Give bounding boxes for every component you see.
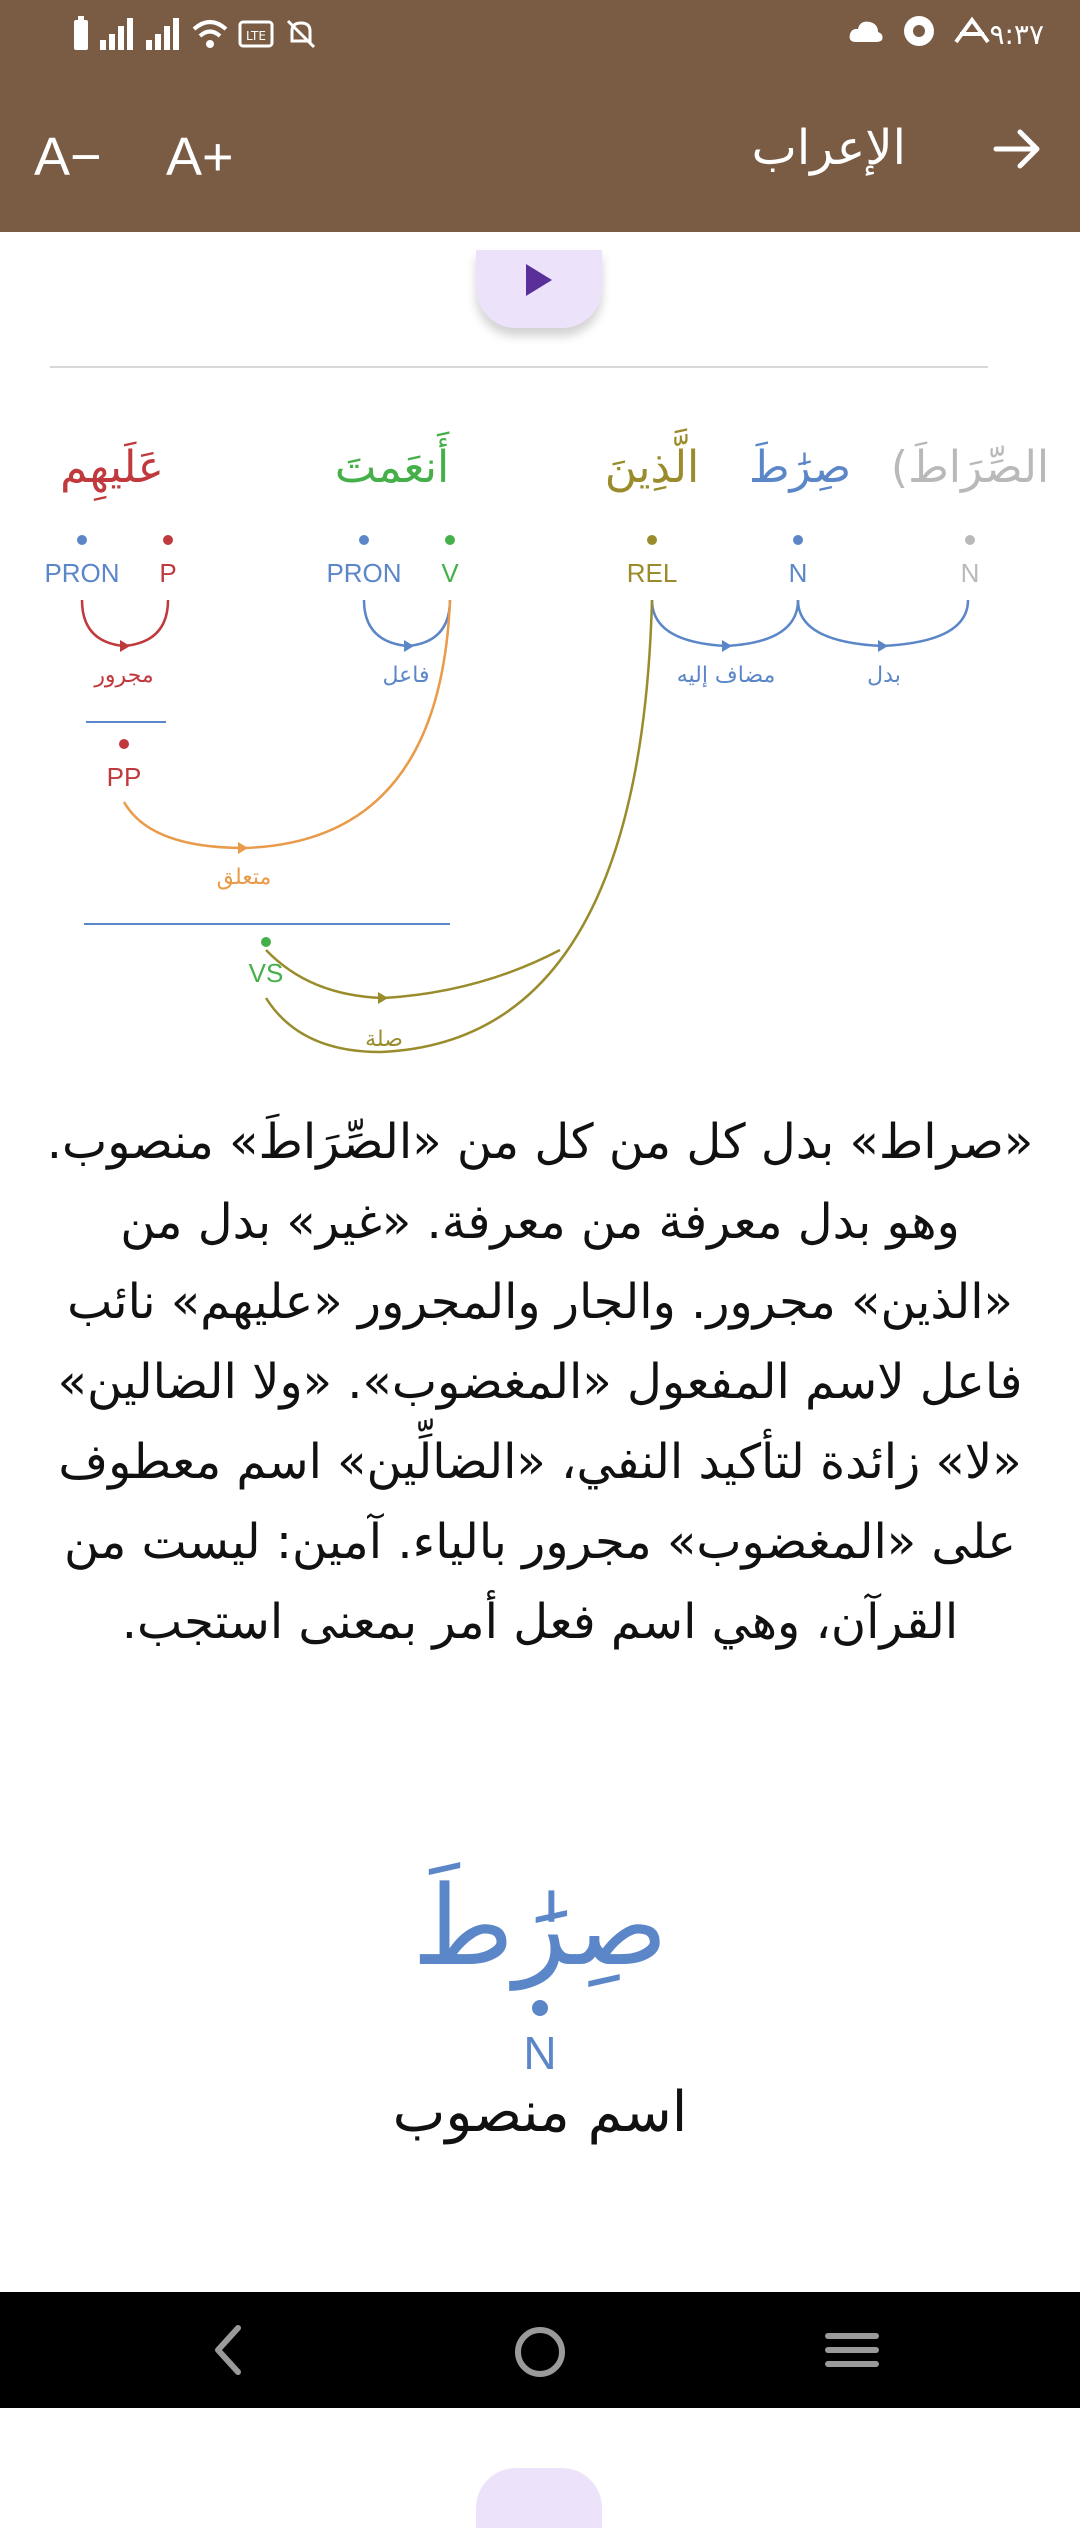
back-arrow-button[interactable] <box>990 122 1044 180</box>
svg-text:LTE: LTE <box>246 29 266 43</box>
label-mudaf: مضاف إليه <box>676 663 776 688</box>
signal-icon-2 <box>146 18 182 50</box>
network-icon <box>954 16 990 46</box>
tag-alayhim-p: P <box>159 558 177 588</box>
tag-sirat: N <box>788 558 808 588</box>
menu-icon <box>824 2322 880 2378</box>
tag-anamta-v: V <box>441 558 459 588</box>
navigation-bar <box>0 2292 1080 2408</box>
arrow-right-icon <box>990 122 1044 176</box>
cloud-icon <box>848 18 884 44</box>
dot-sirat <box>793 535 803 545</box>
arc-mudaf <box>652 600 798 646</box>
arc-badal <box>798 600 968 646</box>
arc-fail <box>364 600 450 646</box>
status-bar <box>0 0 1080 74</box>
vs-tag: VS <box>248 958 284 988</box>
word-detail-description: اسم منصوب <box>392 2080 688 2145</box>
divider <box>50 366 988 368</box>
location-icon <box>902 14 936 48</box>
irab-paragraph: «صراط» بدل كل من كل من «الصِّرَاطَ» منصوب. وهو بدل معرفة من معرفة. «غير» بدل من «الذين» مجرور. والجار والمجرور «عليهم» نائب فاعل لاسم المفعول «المغضوب». «ولا الضالين» «لا» زائدة لتأكيد النفي، «الضالِّين» اسم معطوف على «المغضوب» مجرور بالياء. آمين: ليست من القرآن، وهي اسم فعل أمر بمعنى استجب. <box>46 1114 1034 1650</box>
arc-mutaalliq <box>124 600 450 848</box>
status-icons-left <box>72 16 318 52</box>
play-button[interactable] <box>476 250 602 328</box>
app-bar <box>0 74 1080 232</box>
status-time: ٩:٣٧ <box>989 18 1044 51</box>
volte-icon <box>238 18 274 50</box>
play-icon <box>476 250 602 328</box>
battery-icon <box>72 16 90 52</box>
next-play-button[interactable] <box>476 2468 602 2528</box>
label-badal: بدل <box>867 663 901 688</box>
tag-alayhim-pron: PRON <box>44 558 120 588</box>
dot-alladhina <box>647 535 657 545</box>
mute-icon <box>284 17 318 51</box>
word-alladhina: الَّذِينَ <box>604 442 700 493</box>
word-alayhim: عَلَيهِم <box>60 442 164 493</box>
tag-anamta-pron: PRON <box>326 558 402 588</box>
word-detail-arabic: صِرَٰطَ <box>412 1862 668 1990</box>
syntax-diagram-bottom <box>0 962 1080 1072</box>
word-detail-dot <box>532 2000 548 2016</box>
word-detail <box>0 1862 1080 2145</box>
syntax-diagram <box>0 402 1080 988</box>
arrow-mutaalliq <box>238 842 248 854</box>
content-area <box>0 232 1080 2292</box>
status-icons-right <box>848 14 990 48</box>
dot-alsirat <box>965 535 975 545</box>
nav-home-button[interactable] <box>510 2322 570 2386</box>
arrow-badal <box>878 640 888 652</box>
wifi-icon <box>192 19 228 49</box>
arrow-fail <box>404 640 414 652</box>
dot-anamta-pron <box>359 535 369 545</box>
word-anamta: أَنعَمتَ <box>334 442 450 493</box>
pp-tag: PP <box>106 762 142 792</box>
signal-icon <box>100 18 136 50</box>
vs-dot <box>261 937 271 947</box>
label-mutaalliq: متعلق <box>216 865 272 890</box>
font-increase-button[interactable]: A+ <box>166 127 234 187</box>
chevron-left-icon <box>204 2322 254 2378</box>
label-majrur: مجرور <box>94 663 154 688</box>
arrow-mudaf <box>722 640 732 652</box>
dot-alayhim-pron <box>77 535 87 545</box>
word-alsirat: (الصِّرَاطَ <box>890 442 1050 493</box>
pp-dot <box>119 739 129 749</box>
home-circle-icon <box>510 2322 570 2382</box>
label-fail: فاعل <box>382 663 430 688</box>
arrow-sila <box>378 992 388 1004</box>
nav-recents-button[interactable] <box>824 2322 880 2382</box>
label-sila: صلة <box>365 1027 403 1052</box>
arc-majrur <box>82 600 168 646</box>
page-title: الإعراب <box>751 120 906 176</box>
nav-back-button[interactable] <box>204 2322 254 2382</box>
tag-alsirat: N <box>960 558 980 588</box>
word-detail-tag: N <box>523 2027 557 2079</box>
arrow-majrur <box>120 640 130 652</box>
dot-alayhim-p <box>163 535 173 545</box>
word-sirat: صِرَٰطَ <box>748 442 852 493</box>
tag-alladhina: REL <box>626 558 678 588</box>
dot-anamta-v <box>445 535 455 545</box>
font-decrease-button[interactable]: A− <box>34 127 102 187</box>
